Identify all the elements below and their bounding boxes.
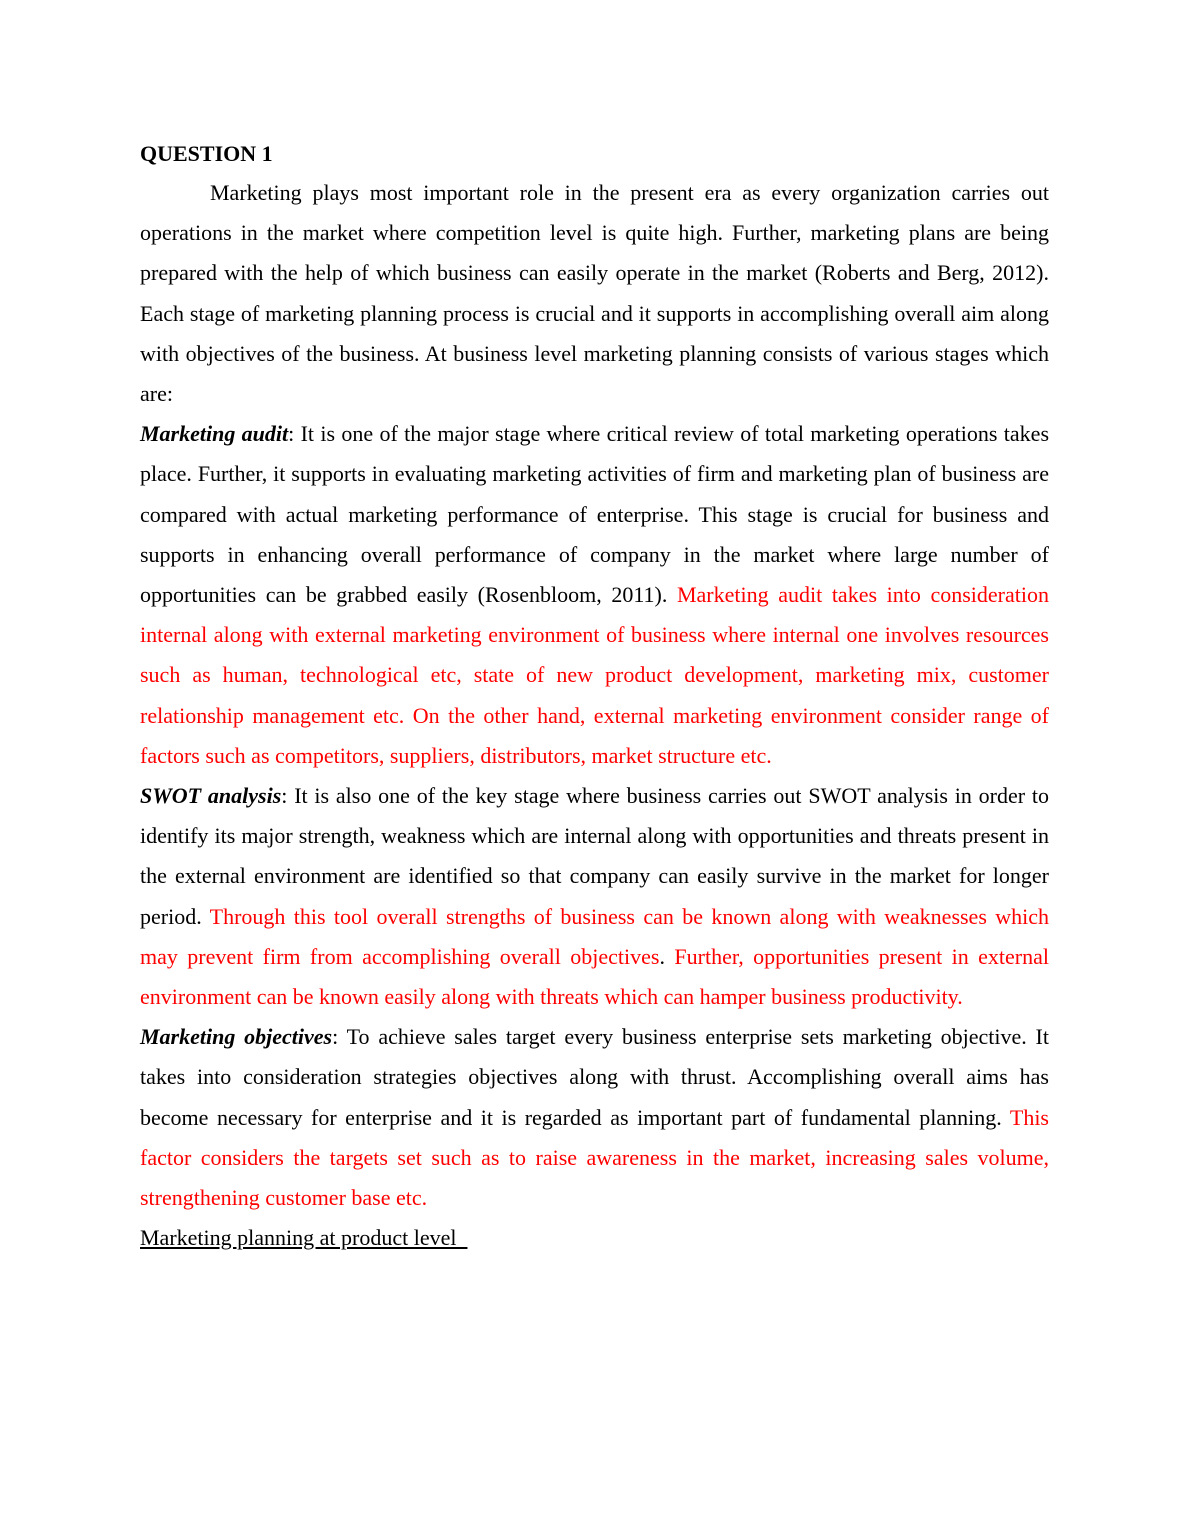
swot-analysis-paragraph	[140, 776, 1049, 1017]
marketing-audit-term: Marketing audit	[140, 421, 289, 447]
marketing-objectives-text: : To achieve sales target every business enterprise sets marketing objective. It takes into consideration strategies objectives along with thrust. Accomplishing overall aims has become necessary for enterprise and it is regarded as important part of fundamental planning.	[140, 1024, 1049, 1130]
swot-analysis-term: SWOT analysis	[140, 783, 282, 809]
swot-analysis-highlight-2: Further, opportunities present in external environment can be known easily along with threats which can hamper business productivity.	[140, 943, 1049, 1010]
swot-analysis-text: : It is also one of the key stage where business carries out SWOT analysis in order to identify its major strength, weakness which are internal along with opportunities and threats present in the external environment are identified so that company can easily survive in the market for longer period.	[140, 783, 1049, 929]
marketing-objectives-term: Marketing objectives	[140, 1024, 333, 1050]
marketing-audit-paragraph	[140, 414, 1049, 776]
marketing-objectives-paragraph	[140, 1017, 1049, 1218]
marketing-audit-text: : It is one of the major stage where critical review of total marketing operations takes place. Further, it supports in evaluating marketing activities of firm and marketing plan of business are compared with actual marketing performance of enterprise. This stage is crucial for business and supports in enhancing overall performance of company in the market where large number of opportunities can be grabbed easily (Rosenbloom, 2011).	[140, 421, 1050, 608]
marketing-audit-highlight: Marketing audit takes into consideration internal along with external marketing environment of business where internal one involves resources such as human, technological etc, state of new product development, marketing mix, customer relationship management etc. On the other hand, external marketing environment consider range of factors such as competitors, suppliers, distributors, market structure etc.	[140, 582, 1049, 768]
swot-analysis-highlight-1: Through this tool overall strengths of business can be known along with weaknesses which may prevent firm from accomplishing overall objectives	[140, 903, 1050, 969]
document-page	[140, 135, 1049, 1258]
intro-paragraph: Marketing plays most important role in the present era as every organization carries out operations in the market where competition level is quite high. Further, marketing plans are being prepared with the help of which business can easily operate in the market (Roberts and Berg, 2012). Each stage of marketing planning process is crucial and it supports in accomplishing overall aim along with objectives of the business. At business level marketing planning consists of various stages which are:	[140, 180, 1049, 407]
swot-analysis-separator: .	[659, 943, 675, 969]
question-heading: QUESTION 1	[140, 141, 273, 166]
product-level-subheading: Marketing planning at product level	[140, 1225, 468, 1251]
marketing-objectives-highlight: This factor considers the targets set such as to raise awareness in the market, increasing sales volume, strengthening customer base etc.	[140, 1104, 1049, 1211]
